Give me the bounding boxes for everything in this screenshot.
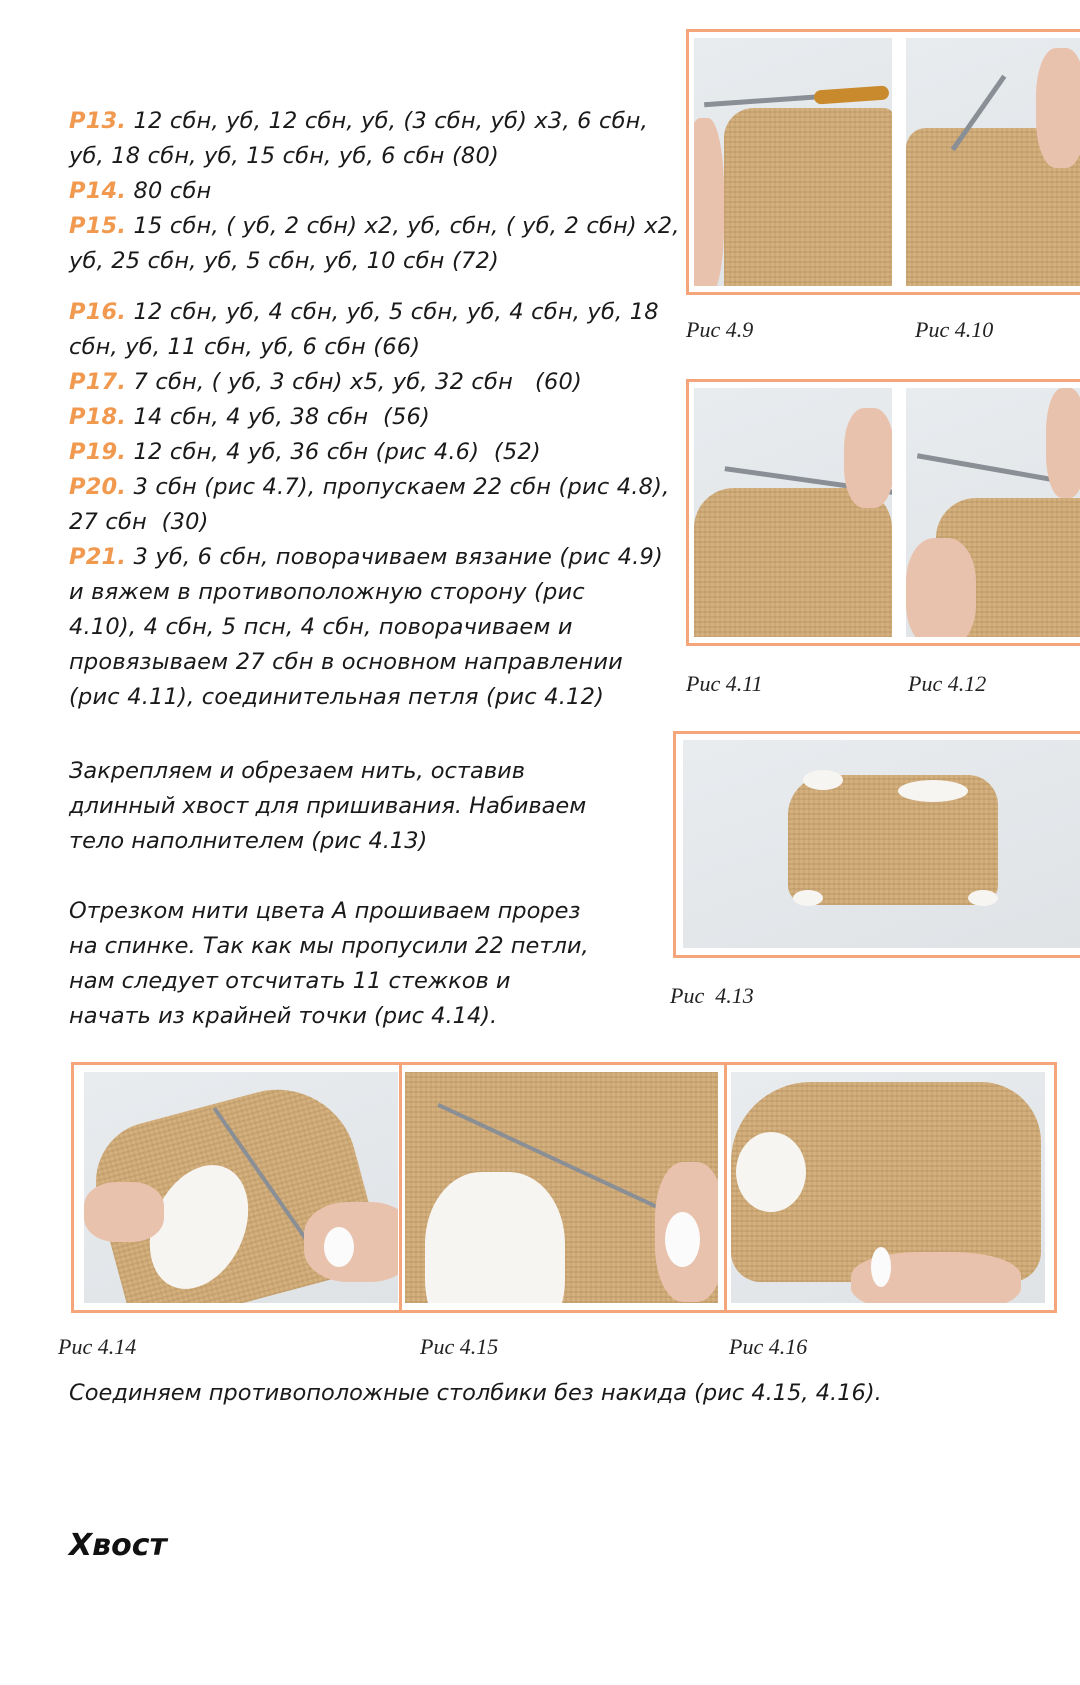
paragraph-line: на спинке. Так как мы пропусили 22 петли, (69, 933, 589, 959)
caption-fig-4-12: Рис 4.12 (908, 671, 987, 696)
row-text: 3 сбн (рис 4.7), пропускаем 22 сбн (рис 4.8), (133, 474, 670, 500)
photo-fig-4-14 (84, 1072, 398, 1303)
row-p21 (69, 540, 680, 715)
row-p15 (69, 209, 680, 279)
row-p13 (69, 104, 680, 174)
row-text: 3 уб, 6 сбн, поворачиваем вязание (рис 4.9) (133, 544, 663, 570)
row-text: 12 сбн, уб, 4 сбн, уб, 5 сбн, уб, 4 сбн, уб, 18 (133, 299, 659, 325)
row-text: провязываем 27 сбн в основном направлении (69, 649, 624, 675)
paragraph-line: длинный хвост для пришивания. Набиваем (69, 793, 587, 819)
row-text: уб, 18 сбн, уб, 15 сбн, уб, 6 сбн (80) (69, 143, 499, 169)
row-label: P20. (69, 474, 127, 500)
paragraph-line: Отрезком нити цвета А прошиваем прорез (69, 898, 581, 924)
row-text: 7 сбн, ( уб, 3 сбн) x5, уб, 32 сбн (60) (133, 369, 583, 395)
row-p18 (69, 400, 680, 435)
caption-fig-4-9: Рис 4.9 (686, 317, 754, 342)
photo-fig-4-15 (405, 1072, 718, 1303)
paragraph-line: тело наполнителем (рис 4.13) (69, 828, 428, 854)
row-p17 (69, 365, 680, 400)
row-label: P18. (69, 404, 127, 430)
paragraph-line: начать из крайней точки (рис 4.14). (69, 1003, 498, 1029)
row-text: 4.10), 4 сбн, 5 псн, 4 сбн, поворачиваем и (69, 614, 573, 640)
row-text: 27 сбн (30) (69, 509, 209, 535)
row-text: 15 сбн, ( уб, 2 сбн) x2, уб, сбн, ( уб, 2 сбн) x2, (133, 213, 680, 239)
row-text: 12 сбн, 4 уб, 36 сбн (рис 4.6) (52) (133, 439, 541, 465)
photo-fig-4-10 (906, 38, 1080, 286)
section-heading-tail: Хвост (69, 1528, 167, 1563)
photo-fig-4-9 (694, 38, 892, 286)
row-text: сбн, уб, 11 сбн, уб, 6 сбн (66) (69, 334, 421, 360)
caption-fig-4-15: Рис 4.15 (420, 1334, 499, 1359)
paragraph-line: Закрепляем и обрезаем нить, оставив (69, 758, 525, 784)
photo-fig-4-16 (731, 1072, 1045, 1303)
row-label: P15. (69, 213, 127, 239)
row-text: 12 сбн, уб, 12 сбн, уб, (3 сбн, уб) x3, 6 сбн, (133, 108, 648, 134)
row-text: (рис 4.11), соединительная петля (рис 4.12) (69, 684, 605, 710)
row-p20 (69, 470, 680, 540)
row-label: P19. (69, 439, 127, 465)
row-text: 80 сбн (133, 178, 212, 204)
row-label: P14. (69, 178, 127, 204)
caption-fig-4-11: Рис 4.11 (686, 671, 763, 696)
row-p16 (69, 295, 680, 365)
row-instructions (69, 104, 680, 715)
photo-fig-4-13 (683, 740, 1080, 948)
row-text: и вяжем в противоположную сторону (рис (69, 579, 585, 605)
photo-fig-4-12 (906, 388, 1080, 637)
row-label: P13. (69, 108, 127, 134)
caption-fig-4-13: Рис 4.13 (670, 983, 754, 1008)
row-p19 (69, 435, 680, 470)
row-label: P21. (69, 544, 127, 570)
row-label: P16. (69, 299, 127, 325)
caption-fig-4-14: Рис 4.14 (58, 1334, 137, 1359)
row-label: P17. (69, 369, 127, 395)
row-text: 14 сбн, 4 уб, 38 сбн (56) (133, 404, 430, 430)
caption-fig-4-10: Рис 4.10 (915, 317, 994, 342)
caption-fig-4-16: Рис 4.16 (729, 1334, 808, 1359)
row-p14 (69, 174, 680, 209)
paragraph-stuffing (69, 754, 586, 859)
row-text: уб, 25 сбн, уб, 5 сбн, уб, 10 сбн (72) (69, 248, 499, 274)
paragraph-sewing (69, 894, 589, 1034)
closing-instruction: Соединяем противоположные столбики без накида (рис 4.15, 4.16). (69, 1380, 882, 1406)
photo-fig-4-11 (694, 388, 892, 637)
paragraph-line: нам следует отсчитать 11 стежков и (69, 968, 511, 994)
